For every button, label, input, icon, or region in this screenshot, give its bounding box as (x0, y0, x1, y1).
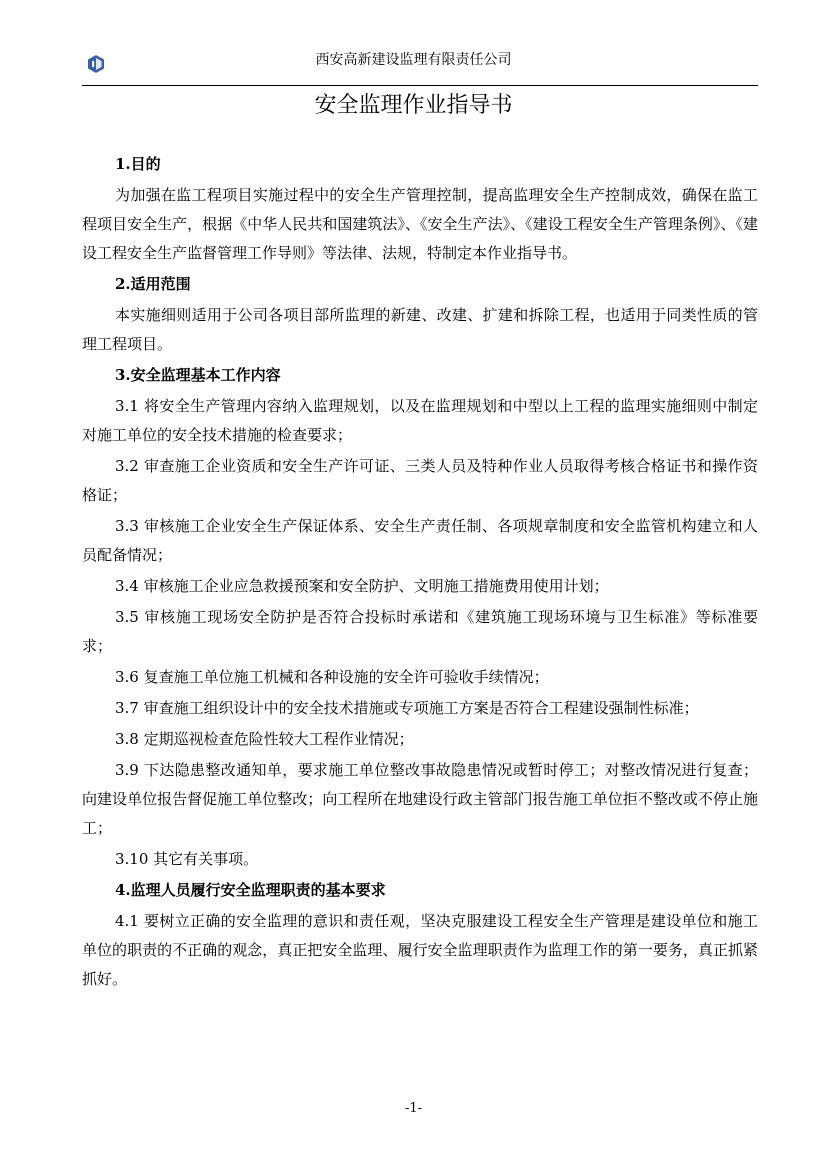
company-name: 西安高新建设监理有限责任公司 (315, 52, 512, 68)
paragraph: 3.9 下达隐患整改通知单，要求施工单位整改事故隐患情况或暂时停工；对整改情况进行复查；向建设单位报告督促施工单位整改；向工程所在地建设行政主管部门报告施工单位拒不整改或不停止施工； (82, 761, 758, 837)
document-title: 安全监理作业指导书 (314, 93, 513, 118)
section-heading: 2.适用范围 (115, 275, 191, 293)
section-heading: 1.目的 (115, 155, 161, 173)
section-heading: 3.安全监理基本工作内容 (115, 366, 281, 384)
paragraph: 本实施细则适用于公司各项目部所监理的新建、改建、扩建和拆除工程，也适用于同类性质的管理工程项目。 (82, 306, 758, 353)
paragraph: 3.2 审查施工企业资质和安全生产许可证、三类人员及特种作业人员取得考核合格证书和操作资格证； (82, 457, 758, 504)
paragraph: 3.6 复查施工单位施工机械和各种设施的安全许可验收手续情况； (115, 668, 549, 686)
paragraph: 3.7 审查施工组织设计中的安全技术措施或专项施工方案是否符合工程建设强制性标准； (115, 699, 699, 717)
paragraph: 4.1 要树立正确的安全监理的意识和责任观，坚决克服建设工程安全生产管理是建设单位和施工单位的职责的不正确的观念，真正把安全监理、履行安全监理职责作为监理工作的第一要务，真正抓紧抓好。 (82, 912, 758, 988)
paragraph: 3.10 其它有关事项。 (115, 850, 259, 868)
document-body (82, 150, 758, 996)
paragraph: 3.8 定期巡视检查危险性较大工程作业情况； (115, 730, 414, 748)
paragraph: 3.4 审核施工企业应急救援预案和安全防护、文明施工措施费用使用计划； (115, 577, 609, 595)
header-divider (82, 85, 758, 86)
section-heading: 4.监理人员履行安全监理职责的基本要求 (115, 881, 386, 899)
paragraph: 3.3 审核施工企业安全生产保证体系、安全生产责任制、各项规章制度和安全监管机构建立和人员配备情况； (82, 517, 758, 564)
paragraph: 为加强在监工程项目实施过程中的安全生产管理控制，提高监理安全生产控制成效，确保在监工程项目安全生产，根据《中华人民共和国建筑法》、《安全生产法》、《建设工程安全生产管理条例》、《建设工程安全生产监督管理工作导则》等法律、法规，特制定本作业指导书。 (82, 186, 758, 262)
page-number: -1- (404, 1101, 423, 1116)
paragraph: 3.1 将安全生产管理内容纳入监理规划，以及在监理规划和中型以上工程的监理实施细则中制定对施工单位的安全技术措施的检查要求； (82, 397, 758, 444)
paragraph: 3.5 审核施工现场安全防护是否符合投标时承诺和《建筑施工现场环境与卫生标准》等标准要求； (82, 608, 758, 655)
